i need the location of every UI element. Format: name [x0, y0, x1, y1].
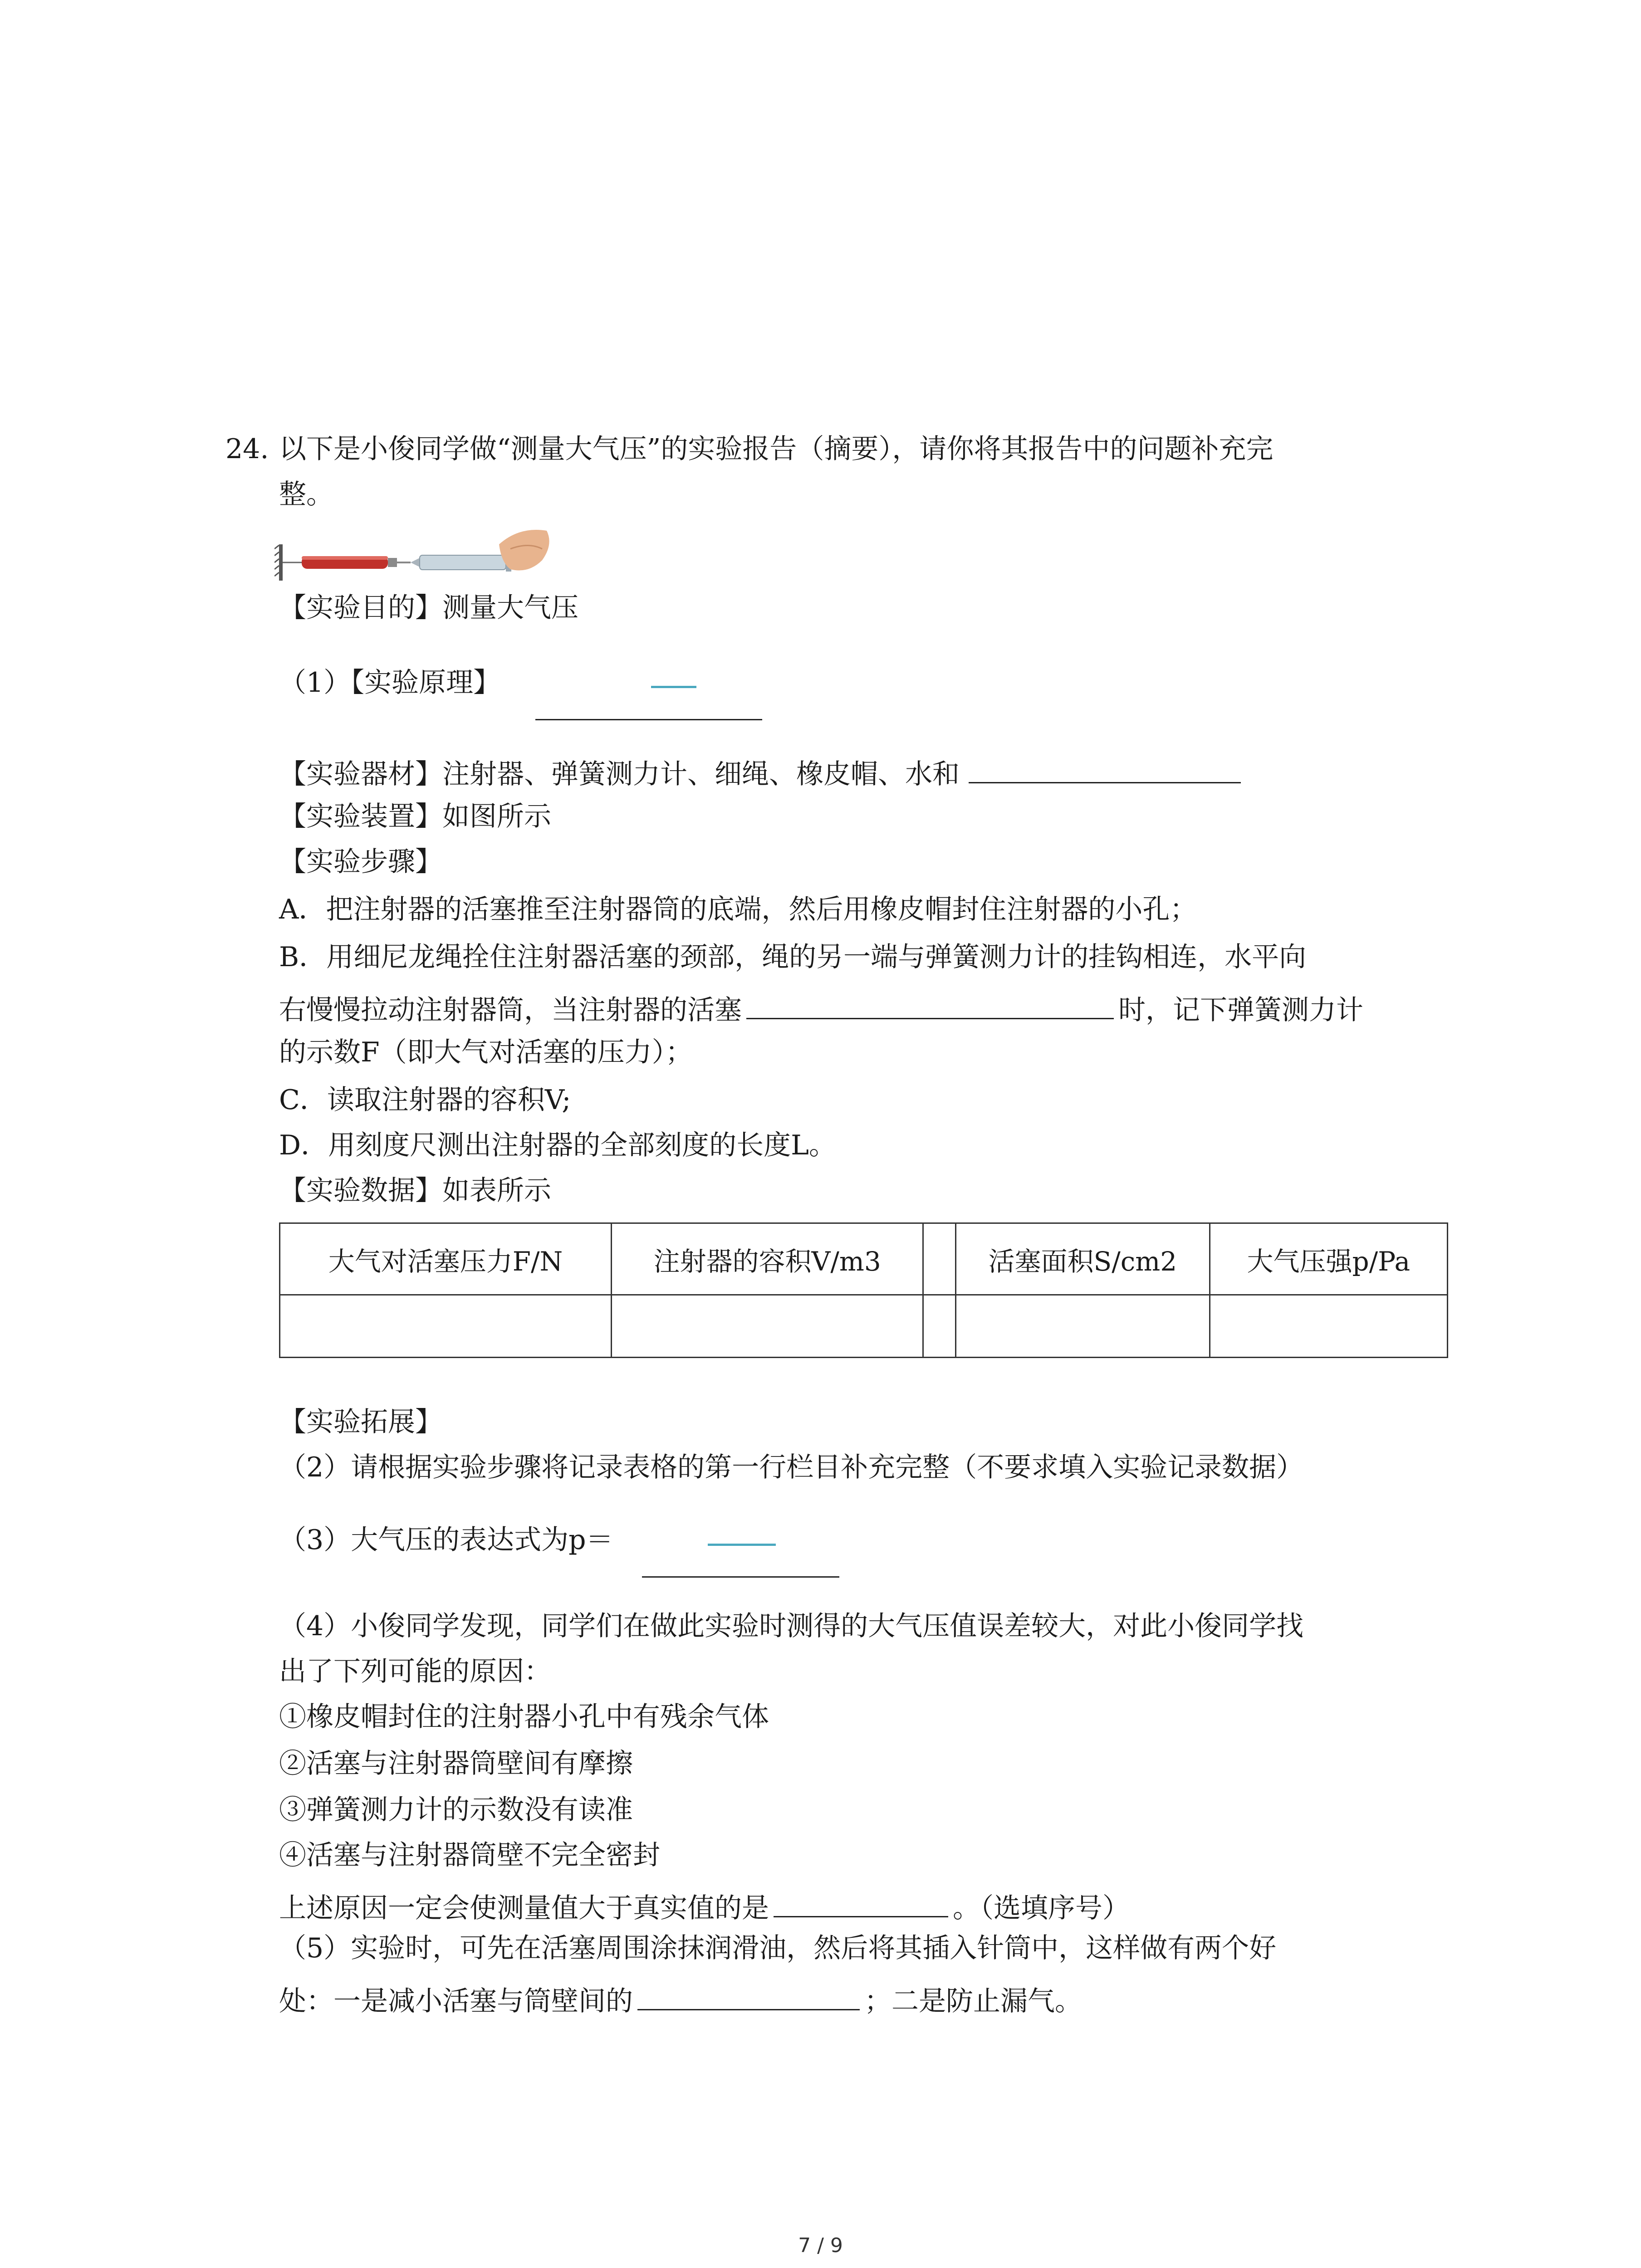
step-b-text-post: 时，记下弹簧测力计 [1118, 994, 1363, 1026]
question-intro-cont: 整。 [279, 479, 333, 510]
table-cell[interactable] [923, 1295, 956, 1358]
extension-header: 【实验拓展】 [279, 1406, 442, 1438]
q5-question-text: 处：一是减小活塞与筒壁间的 [279, 1985, 633, 2017]
reason-2: ②活塞与注射器筒壁间有摩擦 [279, 1748, 633, 1779]
page-number: 7 / 9 [798, 2234, 843, 2257]
table-cell[interactable] [280, 1295, 612, 1358]
q3-answer-blank[interactable] [642, 1576, 839, 1578]
table-header-cell: 大气对活塞压力F/N [280, 1223, 612, 1295]
q5-text-cont [279, 1980, 1082, 2019]
table-header-cell: 大气压强p/Pa [1210, 1223, 1447, 1295]
table-cell[interactable] [1210, 1295, 1447, 1358]
reason-1: ①橡皮帽封住的注射器小孔中有残余气体 [279, 1701, 769, 1733]
table-header-cell: 注射器的容积V/m3 [612, 1223, 923, 1295]
step-c: C．读取注射器的容积V; [279, 1084, 571, 1116]
q4-text-cont: 出了下列可能的原因： [279, 1656, 551, 1687]
q5-answer-blank[interactable] [637, 1980, 860, 2010]
data-table [279, 1222, 1448, 1358]
q1-principle-label: （1）【实验原理】 [279, 667, 501, 699]
step-b-blank[interactable] [746, 989, 1114, 1019]
question-number: 24. [225, 433, 269, 465]
table-cell[interactable] [612, 1295, 923, 1358]
experiment-apparatus: 【实验装置】如图所示 [279, 801, 551, 832]
q3-text: （3）大气压的表达式为p＝ [279, 1524, 613, 1556]
step-b-cont2: 的示数F（即大气对活塞的压力）； [279, 1036, 693, 1068]
q4-question-post: 。（选填序号） [953, 1892, 1130, 1924]
table-header-cell: 活塞面积S/cm2 [956, 1223, 1210, 1295]
step-b-text: 右慢慢拉动注射器筒，当注射器的活塞 [279, 994, 742, 1026]
step-b: B．用细尼龙绳拴住注射器活塞的颈部，绳的另一端与弹簧测力计的挂钩相连，水平向 [279, 941, 1307, 973]
table-header-cell-blank[interactable] [923, 1223, 956, 1295]
q4-text: （4）小俊同学发现，同学们在做此实验时测得的大气压值误差较大，对此小俊同学找 [279, 1610, 1304, 1642]
q4-question [279, 1887, 1130, 1926]
data-header: 【实验数据】如表所示 [279, 1175, 551, 1207]
question-intro: 以下是小俊同学做“测量大气压”的实验报告（摘要），请你将其报告中的问题补充完 [279, 433, 1274, 465]
steps-header: 【实验步骤】 [279, 846, 442, 878]
q1-answer-blank[interactable] [535, 719, 762, 720]
q4-question-text: 上述原因一定会使测量值大于真实值的是 [279, 1892, 769, 1924]
answer-mark [708, 1544, 776, 1546]
step-a: A．把注射器的活塞推至注射器筒的底端，然后用橡皮帽封住注射器的小孔； [279, 894, 1197, 925]
experiment-equipment [279, 753, 1241, 792]
table-cell[interactable] [956, 1295, 1210, 1358]
q2-text: （2）请根据实验步骤将记录表格的第一行栏目补充完整（不要求填入实验记录数据） [279, 1452, 1304, 1483]
table-header-row [280, 1223, 1448, 1295]
equipment-blank[interactable] [969, 753, 1241, 783]
reason-3: ③弹簧测力计的示数没有读准 [279, 1794, 633, 1826]
step-b-cont [279, 989, 1363, 1028]
experiment-purpose: 【实验目的】测量大气压 [279, 592, 578, 624]
q4-answer-blank[interactable] [774, 1887, 948, 1917]
q5-text: （5）实验时，可先在活塞周围涂抹润滑油，然后将其插入针筒中，这样做有两个好 [279, 1932, 1277, 1964]
equipment-text: 【实验器材】注射器、弹簧测力计、细绳、橡皮帽、水和 [279, 758, 960, 790]
reason-4: ④活塞与注射器筒壁不完全密封 [279, 1839, 660, 1871]
step-d: D．用刻度尺测出注射器的全部刻度的长度L。 [279, 1129, 836, 1161]
table-row [280, 1295, 1448, 1358]
answer-mark [651, 686, 696, 688]
syringe-apparatus-figure [274, 517, 556, 590]
q5-question-post: ；二是防止漏气。 [864, 1985, 1082, 2017]
